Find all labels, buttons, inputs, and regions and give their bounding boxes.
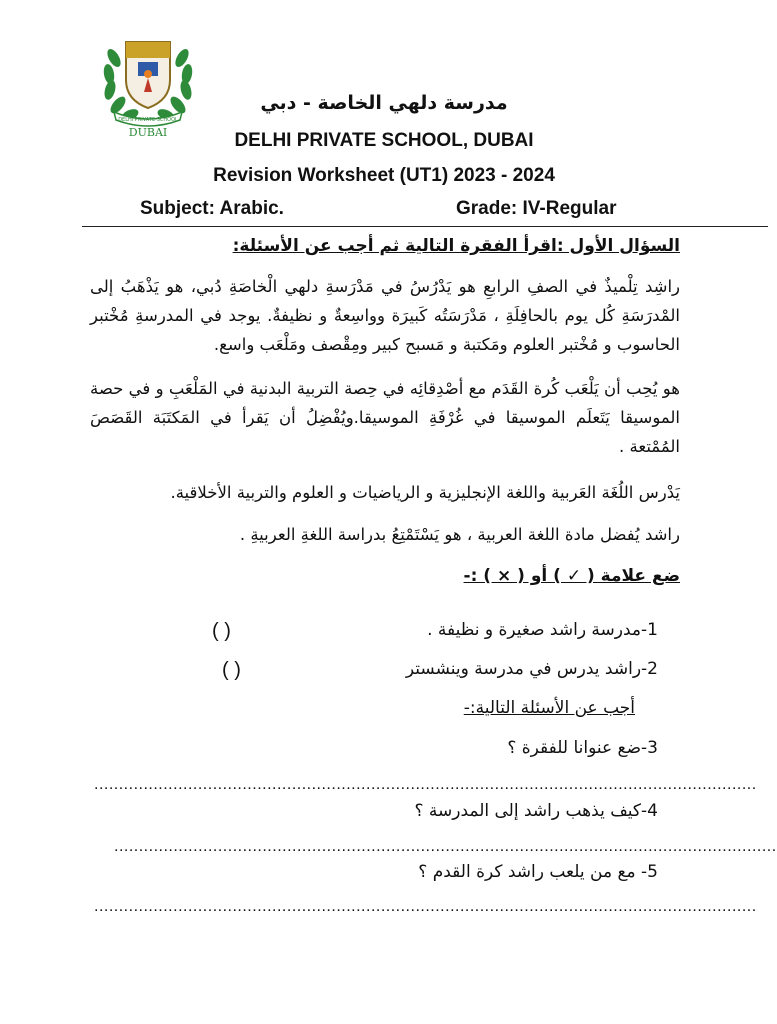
paragraph-2: هو يُحِب أن يَلْعَب كُرة القَدَم مع أصْدِقائِه في حِصة التربية البدنية في المَلْعَبِ و في حصة الموسيقا يَتَعلَم الموسيقا في غُرْفَةِ الموسيقا.ويُفْضِلُ أن يَقرأ في المَكتَبَة القَصَصَ المُمْتعة .: [90, 379, 680, 456]
tick-item-2: 2-راشد يدرس في مدرسة وينشستر: [405, 659, 658, 679]
grade-label: Grade: IV-Regular: [456, 198, 617, 219]
school-crest-icon: [100, 28, 196, 140]
answer-line-4[interactable]: ......................................................................................................................................: [114, 838, 777, 855]
question1-title: السؤال الأول :اقرأ الفقرة التالية ثم أجب عن الأسئلة:: [232, 236, 680, 256]
paragraph-3: يَدْرس اللُغَة العَربية واللغة الإنجليزية و الرياضيات و العلوم والتربية الأخلاقية.: [170, 483, 680, 502]
question-4: 4-كيف يذهب راشد إلى المدرسة ؟: [414, 801, 658, 821]
tick-section-title: ضع علامة ( ✓ ) أو ( × ) :-: [463, 566, 680, 586]
worksheet-title: Revision Worksheet (UT1) 2023 - 2024: [213, 165, 555, 186]
answer-line-5[interactable]: ......................................................................................................................................: [94, 898, 757, 915]
tick-item-1: 1-مدرسة راشد صغيرة و نظيفة .: [427, 620, 658, 640]
svg-text:DELHI PRIVATE SCHOOL: DELHI PRIVATE SCHOOL: [118, 117, 178, 123]
school-name-english: DELHI PRIVATE SCHOOL, DUBAI: [234, 130, 534, 151]
paragraph-4: راشد يُفضل مادة اللغة العربية ، هو يَسْتَمْتِعُ بدراسة اللغةِ العربيةِ .: [239, 525, 680, 544]
answer-section-title: أجب عن الأسئلة التالية:-: [463, 698, 635, 718]
paragraph-1: راشِد تِلْميذٌ في الصفِ الرابعِ هو يَدْرُسُ في مَدْرَسةِ دلهي الْخاصَةِ دُبي، هو يَذْهَبُ إلى المْدرَسَةِ كُل يوم بالحافِلَةِ ، مَدْرَسَتُه كَبيرَة وواسِعةٌ و نظيفةٌ. يوجد في المدرسةِ مُخْتبر الحاسوب و مُخْتبر العلوم ومَكتبة و مَسبح كبير ومِقْصف ومَلْعَب واسع.: [90, 277, 680, 354]
subject-label: Subject: Arabic.: [140, 198, 284, 219]
question-3: 3-ضع عنوانا للفقرة ؟: [507, 738, 658, 758]
answer-box-2[interactable]: ( ): [222, 659, 241, 681]
question-5: 5- مع من يلعب راشد كرة القدم ؟: [418, 862, 658, 882]
answer-box-1[interactable]: ( ): [212, 620, 231, 642]
answer-line-3[interactable]: ......................................................................................................................................: [94, 776, 757, 793]
school-name-arabic: مدرسة دلهي الخاصة - دبي: [260, 92, 508, 114]
header-divider: [82, 226, 768, 227]
logo-label: DUBAI: [128, 126, 168, 139]
